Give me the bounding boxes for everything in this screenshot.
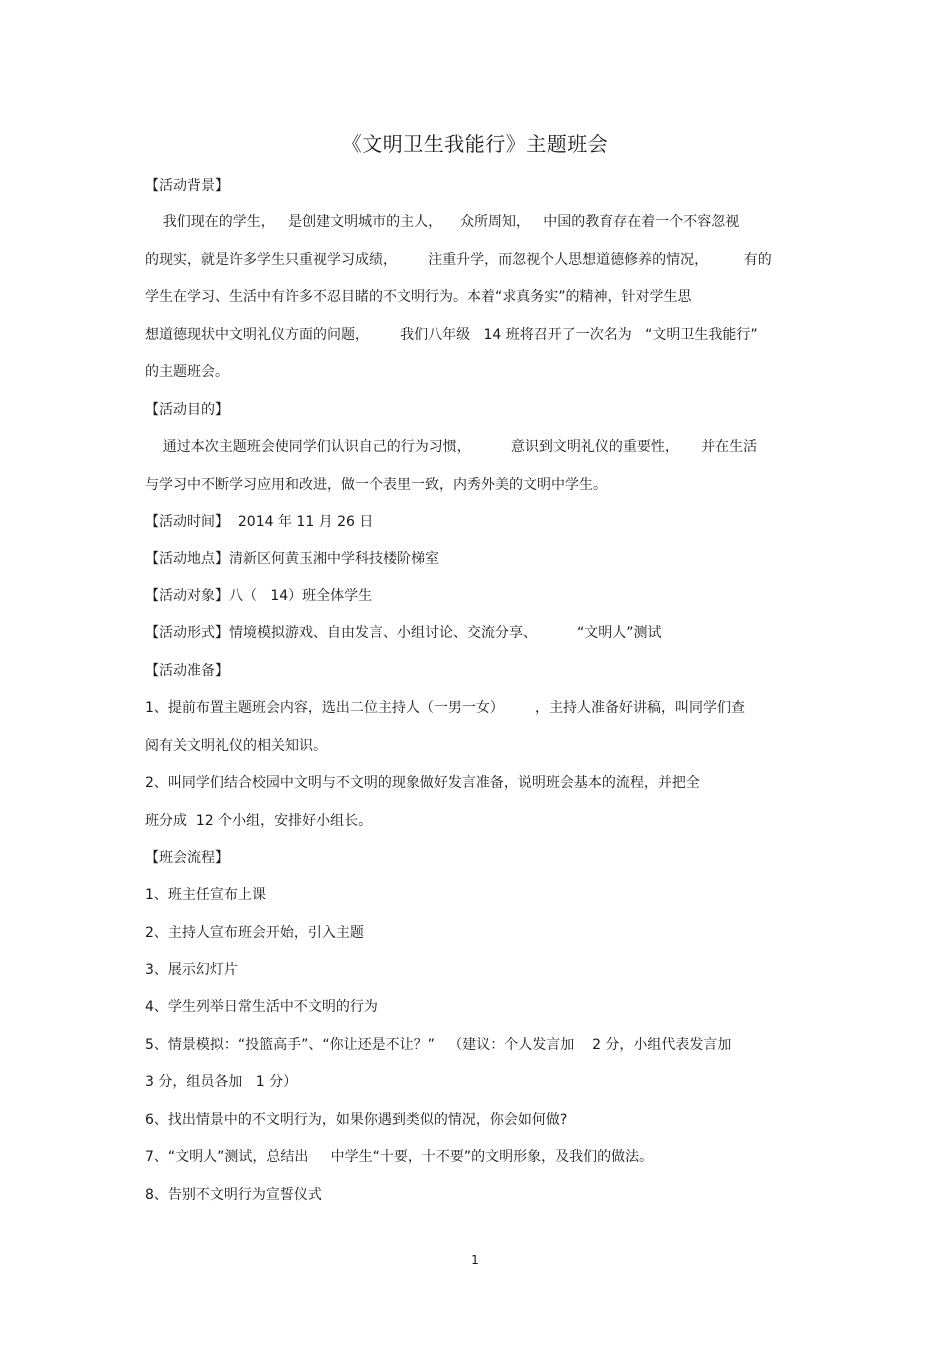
paragraph-line: 我们现在的学生， 是创建文明城市的主人， 众所周知， 中国的教育存在着一个不容忽视	[145, 214, 740, 230]
activity-time: 【活动时间】 2014 年 11 月 26 日	[145, 514, 374, 530]
paragraph-line: 学生在学习、生活中有许多不忍目睹的不文明行为。本着“求真务实”的精神，针对学生思	[145, 289, 692, 305]
activity-audience: 【活动对象】八（ 14）班全体学生	[145, 588, 373, 604]
list-item: 4、学生列举日常生活中不文明的行为	[145, 999, 378, 1015]
paragraph-line: 想道德现状中文明礼仪方面的问题， 我们八年级 14 班将召开了一次名为 “文明卫生我能行”	[145, 327, 758, 343]
activity-format: 【活动形式】情境模拟游戏、自由发言、小组讨论、交流分享、 “文明人”测试	[145, 625, 662, 641]
list-item-continuation: 班分成 12 个小组，安排好小组长。	[145, 813, 373, 829]
list-item-continuation: 阅有关文明礼仪的相关知识。	[145, 738, 327, 754]
paragraph-line: 与学习中不断学习应用和改进，做一个表里一致，内秀外美的文明中学生。	[145, 477, 607, 493]
paragraph-line: 的现实，就是许多学生只重视学习成绩， 注重升学，而忽视个人思想道德修养的情况， 有的	[145, 252, 772, 268]
list-item: 6、找出情景中的不文明行为，如果你遇到类似的情况，你会如何做?	[145, 1112, 568, 1128]
document-title: 《文明卫生我能行》主题班会	[341, 132, 609, 156]
section-heading-purpose: 【活动目的】	[145, 402, 229, 418]
list-item: 1、提前布置主题班会内容，选出二位主持人（一男一女） ，主持人准备好讲稿，叫同学们查	[145, 700, 746, 716]
list-item: 2、叫同学们结合校园中文明与不文明的现象做好发言准备，说明班会基本的流程，并把全	[145, 775, 700, 791]
page-number: 1	[471, 1253, 479, 1267]
section-heading-preparation: 【活动准备】	[145, 663, 229, 679]
paragraph-line: 的主题班会。	[145, 364, 229, 380]
paragraph-line: 通过本次主题班会使同学们认识自己的行为习惯， 意识到文明礼仪的重要性， 并在生活	[145, 439, 758, 455]
list-item: 2、主持人宣布班会开始，引入主题	[145, 925, 364, 941]
list-item: 3、展示幻灯片	[145, 962, 238, 978]
list-item: 7、“文明人”测试，总结出 中学生“十要，十不要”的文明形象，及我们的做法。	[145, 1149, 654, 1165]
list-item: 8、告别不文明行为宣誓仪式	[145, 1187, 322, 1203]
list-item: 5、情景模拟：“投篮高手”、“你让还是不让？” （建议：个人发言加 2 分，小组代表发言加	[145, 1037, 732, 1053]
section-heading-background: 【活动背景】	[145, 178, 229, 194]
list-item-continuation: 3 分，组员各加 1 分）	[145, 1074, 298, 1090]
activity-location: 【活动地点】清新区何黄玉湘中学科技楼阶梯室	[145, 551, 439, 567]
list-item: 1、班主任宣布上课	[145, 887, 266, 903]
section-heading-procedure: 【班会流程】	[145, 850, 229, 866]
